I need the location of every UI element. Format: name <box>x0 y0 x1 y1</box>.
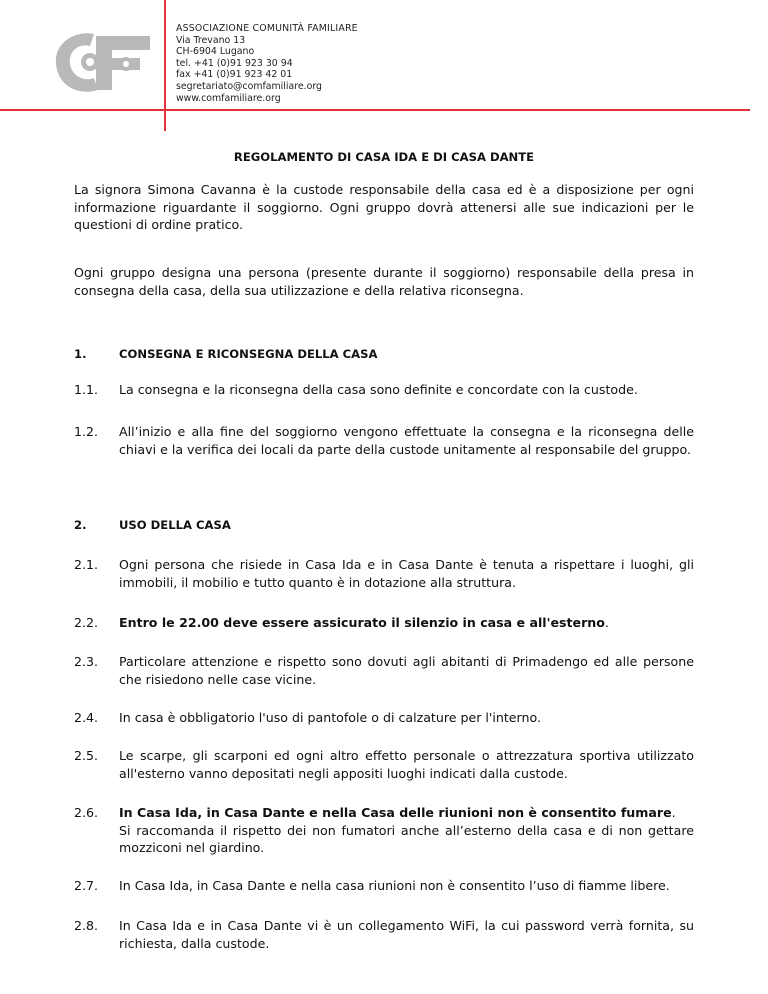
org-name: ASSOCIAZIONE COMUNITÀ FAMILIARE <box>176 23 358 34</box>
item-text: In Casa Ida, in Casa Dante e nella casa riunioni non è consentito l’uso di fiamme libere. <box>119 878 670 893</box>
item-text: La consegna e la riconsegna della casa sono definite e concordate con la custode. <box>119 382 638 397</box>
org-address: Via Trevano 13 <box>176 34 246 46</box>
list-item <box>74 556 694 591</box>
item-text: Le scarpe, gli scarponi ed ogni altro effetto personale o attrezzatura sportiva utilizzato all'esterno vanno depositati negli appositi luoghi indicati dalla custode. <box>119 748 694 781</box>
intro-paragraph: Ogni gruppo designa una persona (presente durante il soggiorno) responsabile della presa in consegna della casa, della sua utilizzazione e della relativa riconsegna. <box>74 265 694 298</box>
org-email: segretariato@comfamiliare.org <box>176 80 322 92</box>
item-text: All’inizio e alla fine del soggiorno vengono effettuate la consegna e la riconsegna delle chiavi e la verifica dei locali da parte della custode unitamente al responsabile del gruppo. <box>119 424 694 457</box>
org-city: CH-6904 Lugano <box>176 46 255 58</box>
item-number: 2.7. <box>74 878 99 893</box>
section-title: CONSEGNA E RICONSEGNA DELLA CASA <box>119 347 378 361</box>
item-number: 2.2. <box>74 615 99 630</box>
item-number: 2.5. <box>74 748 99 763</box>
item-text <box>119 804 694 857</box>
item-number: 2.4. <box>74 710 99 725</box>
item-number: 2.1. <box>74 557 99 572</box>
list-item <box>74 804 694 857</box>
org-website: www.comfamiliare.org <box>176 92 281 104</box>
list-item <box>74 423 694 458</box>
list-item <box>74 747 694 782</box>
section-number: 2. <box>74 518 87 532</box>
section-title: USO DELLA CASA <box>119 518 231 532</box>
item-text-suffix: . <box>604 615 609 630</box>
item-text-continued: Si raccomanda il rispetto dei non fumatori anche all’esterno della casa e di non gettare mozziconi nel giardino. <box>119 822 694 856</box>
list-item <box>74 381 694 399</box>
item-text <box>119 614 694 632</box>
organization-info <box>176 23 358 104</box>
cf-logo-icon <box>50 24 154 94</box>
item-bold-text: Entro le 22.00 deve essere assicurato il silenzio in casa e all'esterno <box>119 615 605 630</box>
list-item <box>74 877 694 895</box>
item-number: 2.3. <box>74 654 99 669</box>
document-title: REGOLAMENTO DI CASA IDA E DI CASA DANTE <box>233 150 535 164</box>
item-text: Particolare attenzione e rispetto sono dovuti agli abitanti di Primadengo ed alle persone che risiedono nelle case vicine. <box>119 654 694 687</box>
section-number: 1. <box>74 347 87 361</box>
item-text: In Casa Ida e in Casa Dante vi è un collegamento WiFi, la cui password verrà fornita, su richiesta, dalla custode. <box>119 918 694 951</box>
org-phone: tel. +41 (0)91 923 30 94 <box>176 57 293 69</box>
list-item <box>74 653 694 688</box>
org-fax: fax +41 (0)91 923 42 01 <box>176 69 293 81</box>
item-number: 2.8. <box>74 918 99 933</box>
list-item <box>74 709 694 727</box>
intro-paragraph: La signora Simona Cavanna è la custode responsabile della casa ed è a disposizione per ogni informazione riguardante il soggiorno. Ogni gruppo dovrà attenersi alle sue indicazioni per le questioni di ordine pratico. <box>74 182 694 233</box>
item-text: In casa è obbligatorio l'uso di pantofole o di calzature per l'interno. <box>119 710 541 725</box>
list-item <box>74 614 694 632</box>
item-bold-text: In Casa Ida, in Casa Dante e nella Casa delle riunioni non è consentito fumare <box>119 805 672 820</box>
item-text: Ogni persona che risiede in Casa Ida e in Casa Dante è tenuta a rispettare i luoghi, gli immobili, il mobilio e tutto quanto è in dotazione alla struttura. <box>119 557 694 590</box>
header-vertical-rule <box>164 0 166 131</box>
header-horizontal-rule <box>0 109 750 111</box>
item-number: 1.2. <box>74 424 99 439</box>
item-text-suffix: . <box>671 805 676 820</box>
list-item <box>74 917 694 952</box>
item-number: 2.6. <box>74 805 99 820</box>
item-number: 1.1. <box>74 382 99 397</box>
